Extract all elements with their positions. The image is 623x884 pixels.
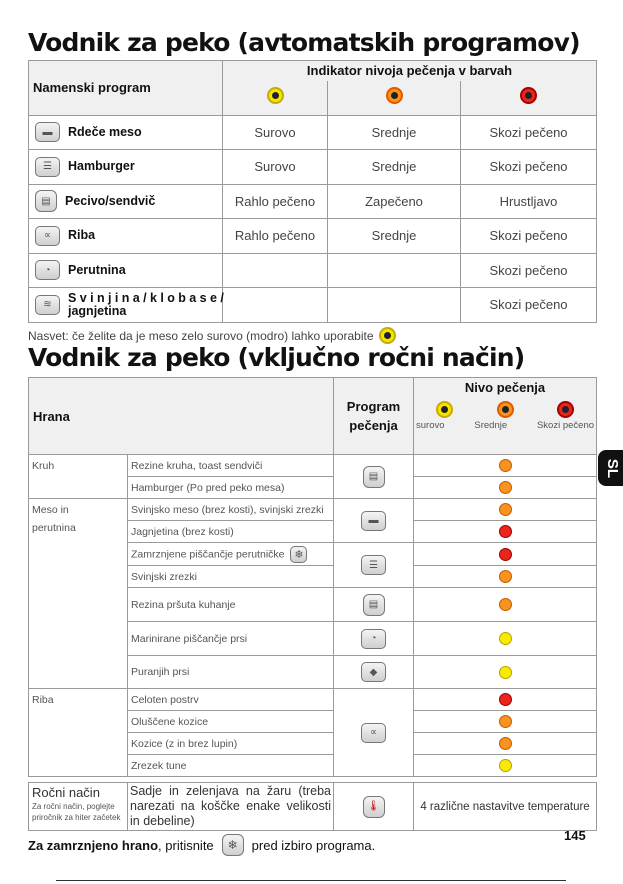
- category-bread: Kruh: [29, 455, 128, 499]
- burger-icon: ☰: [35, 157, 60, 177]
- table-row: [29, 150, 597, 185]
- level-label: Skozi pečeno: [536, 420, 595, 431]
- language-tab: [598, 450, 623, 486]
- yellow-indicator-icon: [267, 87, 284, 104]
- level-value: Srednje: [328, 219, 461, 254]
- steak-icon: ▬: [361, 511, 386, 531]
- level-value: Rahlo pečeno: [223, 219, 328, 254]
- language-tab-label: SL: [604, 458, 622, 478]
- orange-indicator-icon: [386, 87, 403, 104]
- red-dot-icon: [499, 548, 512, 561]
- level-label: Srednje: [474, 420, 508, 431]
- fish-icon: ∝: [35, 226, 60, 246]
- steak-icon: ▬: [35, 122, 60, 142]
- orange-dot-icon: [499, 715, 512, 728]
- level-value: Skozi pečeno: [461, 150, 597, 185]
- level-value: Rahlo pečeno: [223, 184, 328, 219]
- food-name: Zamrznjene piščančje perutničke: [131, 547, 285, 560]
- chicken-icon: ◔: [361, 629, 386, 649]
- level-value: Surovo: [223, 150, 328, 185]
- snowflake-icon: ❄: [222, 834, 244, 856]
- manual-description: Sadje in zelenjava na žaru (treba narezati na koščke enake velikosti in debeline): [128, 783, 334, 831]
- orange-dot-icon: [499, 598, 512, 611]
- col-program-header-2: pečenja: [349, 418, 398, 433]
- orange-indicator-icon: [497, 401, 514, 418]
- program-name-line1: Svinjina/klobase/: [68, 290, 228, 305]
- frozen-end: pred izbiro programa.: [251, 837, 376, 853]
- food-name: Oluščene kozice: [128, 711, 334, 733]
- level-value: [223, 288, 328, 323]
- food-name: Rezine kruha, toast sendviči: [128, 455, 334, 477]
- food-name: Hamburger (Po pred peko mesa): [128, 477, 334, 499]
- level-value: Srednje: [328, 150, 461, 185]
- tip-note: [28, 327, 396, 344]
- frozen-text: , pritisnite: [158, 837, 214, 853]
- col-program-header: Program: [346, 399, 401, 414]
- program-name: Hamburger: [68, 159, 135, 174]
- tip-text: Nasvet: če želite da je meso zelo surovo (modro) lahko uporabite: [28, 328, 374, 343]
- footer-rule: [56, 880, 566, 881]
- food-name: Marinirane piščančje prsi: [128, 622, 334, 656]
- frozen-bold: Za zamrznjeno hrano: [28, 837, 159, 853]
- category-meat-2: perutnina: [32, 522, 76, 534]
- table-row: [29, 288, 597, 323]
- category-fish: Riba: [29, 689, 128, 777]
- page-number: 145: [564, 828, 586, 843]
- fish-icon: ∝: [361, 723, 386, 743]
- manual-temp: 4 različne nastavitve temperature: [414, 783, 597, 831]
- page-title-manual: Vodnik za peko (vključno ročni način): [28, 343, 525, 372]
- food-name: Kozice (z in brez lupin): [128, 733, 334, 755]
- manual-title: Ročni način: [32, 785, 100, 800]
- col-food-header: Hrana: [29, 378, 334, 455]
- orange-dot-icon: [499, 481, 512, 494]
- program-name-line2: jagnjetina: [68, 303, 127, 318]
- cooking-guide-table: [28, 377, 597, 831]
- level-value: [328, 253, 461, 288]
- program-name: Pecivo/sendvič: [65, 193, 156, 208]
- sandwich-icon: ▤: [363, 466, 385, 488]
- orange-dot-icon: [499, 459, 512, 472]
- level-label: surovo: [416, 420, 445, 431]
- red-dot-icon: [499, 525, 512, 538]
- sandwich-icon: ▤: [35, 190, 57, 212]
- program-name: Riba: [68, 228, 96, 243]
- table-row: [29, 689, 597, 711]
- orange-dot-icon: [499, 570, 512, 583]
- food-name: Celoten postrv: [128, 689, 334, 711]
- level-value: Srednje: [328, 115, 461, 150]
- level-value: Skozi pečeno: [461, 253, 597, 288]
- frozen-food-note: [28, 834, 375, 856]
- sandwich-icon: ▤: [363, 594, 385, 616]
- page-title-automatic: Vodnik za peko (avtomatskih programov): [28, 28, 580, 57]
- table-row: [29, 219, 597, 254]
- level-value: [328, 288, 461, 323]
- yellow-indicator-icon: [436, 401, 453, 418]
- level-value: Surovo: [223, 115, 328, 150]
- thermometer-icon: 🌡: [363, 796, 385, 818]
- level-value: Skozi pečeno: [461, 115, 597, 150]
- category-meat: Meso in: [32, 504, 69, 516]
- col-program-header: Namenski program: [29, 61, 223, 116]
- col-level-header: Nivo pečenja: [464, 380, 546, 395]
- manual-mode-row: [29, 783, 597, 831]
- snowflake-icon: ❄: [290, 546, 307, 563]
- sausage-icon: ≋: [35, 295, 60, 315]
- table-row: [29, 115, 597, 150]
- chicken-icon: ◔: [35, 260, 60, 280]
- food-name: Rezina pršuta kuhanje: [128, 588, 334, 622]
- level-value: Zapečeno: [328, 184, 461, 219]
- program-name: Perutnina: [68, 262, 126, 277]
- table-row: [29, 253, 597, 288]
- manual-sub-2: priročnik za hiter začetek: [32, 813, 121, 822]
- red-indicator-icon: [520, 87, 537, 104]
- table-row: [29, 499, 597, 521]
- yellow-indicator-icon: [379, 327, 396, 344]
- orange-dot-icon: [499, 503, 512, 516]
- food-name: Jagnjetina (brez kosti): [128, 521, 334, 543]
- table-row: [29, 184, 597, 219]
- orange-dot-icon: [499, 737, 512, 750]
- level-value: [223, 253, 328, 288]
- red-dot-icon: [499, 693, 512, 706]
- meat-icon: ◆: [361, 662, 386, 682]
- manual-sub: Za ročni način, poglejte: [32, 802, 115, 811]
- yellow-dot-icon: [499, 632, 512, 645]
- program-name: Rdeče meso: [68, 124, 142, 139]
- food-name: Svinjski zrezki: [128, 566, 334, 588]
- food-name: Zrezek tune: [128, 755, 334, 777]
- level-value: Skozi pečeno: [461, 219, 597, 254]
- red-indicator-icon: [557, 401, 574, 418]
- automatic-programs-table: [28, 60, 597, 323]
- yellow-dot-icon: [499, 666, 512, 679]
- level-value: Hrustljavo: [461, 184, 597, 219]
- level-value: Skozi pečeno: [461, 288, 597, 323]
- table-row: [29, 455, 597, 477]
- burger-icon: ☰: [361, 555, 386, 575]
- col-indicator-header: Indikator nivoja pečenja v barvah: [223, 61, 597, 81]
- food-name: Puranjih prsi: [128, 656, 334, 689]
- food-name: Svinjsko meso (brez kosti), svinjski zrezki: [128, 499, 334, 521]
- yellow-dot-icon: [499, 759, 512, 772]
